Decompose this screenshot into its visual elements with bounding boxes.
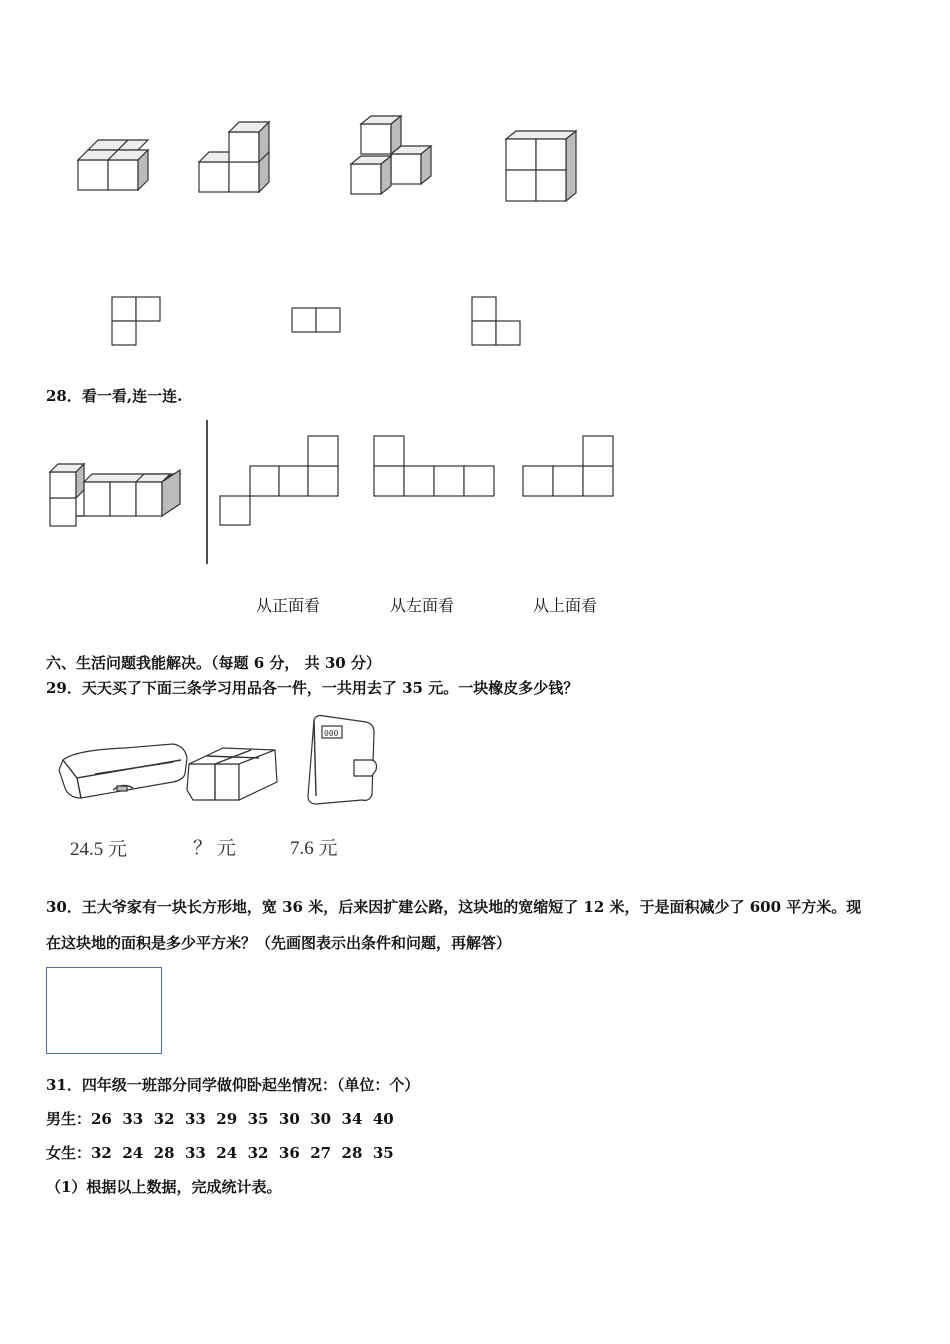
q28-view-3 [521,435,617,498]
q28-view-2 [372,435,498,498]
price-eraser: ？ 元 [193,838,236,859]
q31-boys: 男生：26 33 32 33 29 35 30 30 34 40 [46,1110,394,1128]
cube-figure-4 [500,125,590,210]
cube-figure-3 [345,112,440,202]
section6-title: 六、生活问题我能解决。（每题 6 分， 共 30 分） [46,654,381,672]
view-shape-2 [290,306,345,336]
view-shape-3 [470,295,525,347]
svg-text:000: 000 [324,729,339,738]
q28-title: 28．看一看,连一连. [46,387,183,405]
divider-line [205,420,209,565]
price-calculator: 7.6 元 [290,838,338,859]
q31-girls: 女生：32 24 28 33 24 32 36 27 28 35 [46,1144,394,1162]
q31-sub1: （1）根据以上数据，完成统计表。 [46,1178,282,1196]
pencil-case-image [55,740,190,802]
view-label-top: 从上面看 [533,596,598,615]
q28-view-1 [218,435,342,527]
view-label-left: 从左面看 [390,596,455,615]
cube-figure-1 [70,130,160,200]
q30-line2: 在这块地的面积是多少平方米？（先画图表示出条件和问题，再解答） [46,934,512,952]
price-pencil-case: 24.5 元 [70,839,128,860]
view-label-front: 从正面看 [256,596,321,615]
q30-line1: 30．王大爷家有一块长方形地，宽 36 米，后来因扩建公路，这块地的宽缩短了 12 米，于是面积减少了 600 平方米。现 [46,898,862,916]
q29-text: 29．天天买了下面三条学习用品各一件，一共用去了 35 元。一块橡皮多少钱？ [46,679,579,697]
q31-title: 31．四年级一班部分同学做仰卧起坐情况：（单位：个） [46,1076,420,1094]
eraser-image [185,742,283,804]
cube-figure-2 [195,120,285,200]
q28-cube-structure [44,460,189,530]
calculator-image [302,712,382,808]
view-shape-1 [110,295,165,347]
q30-drawing-box[interactable] [46,967,162,1054]
